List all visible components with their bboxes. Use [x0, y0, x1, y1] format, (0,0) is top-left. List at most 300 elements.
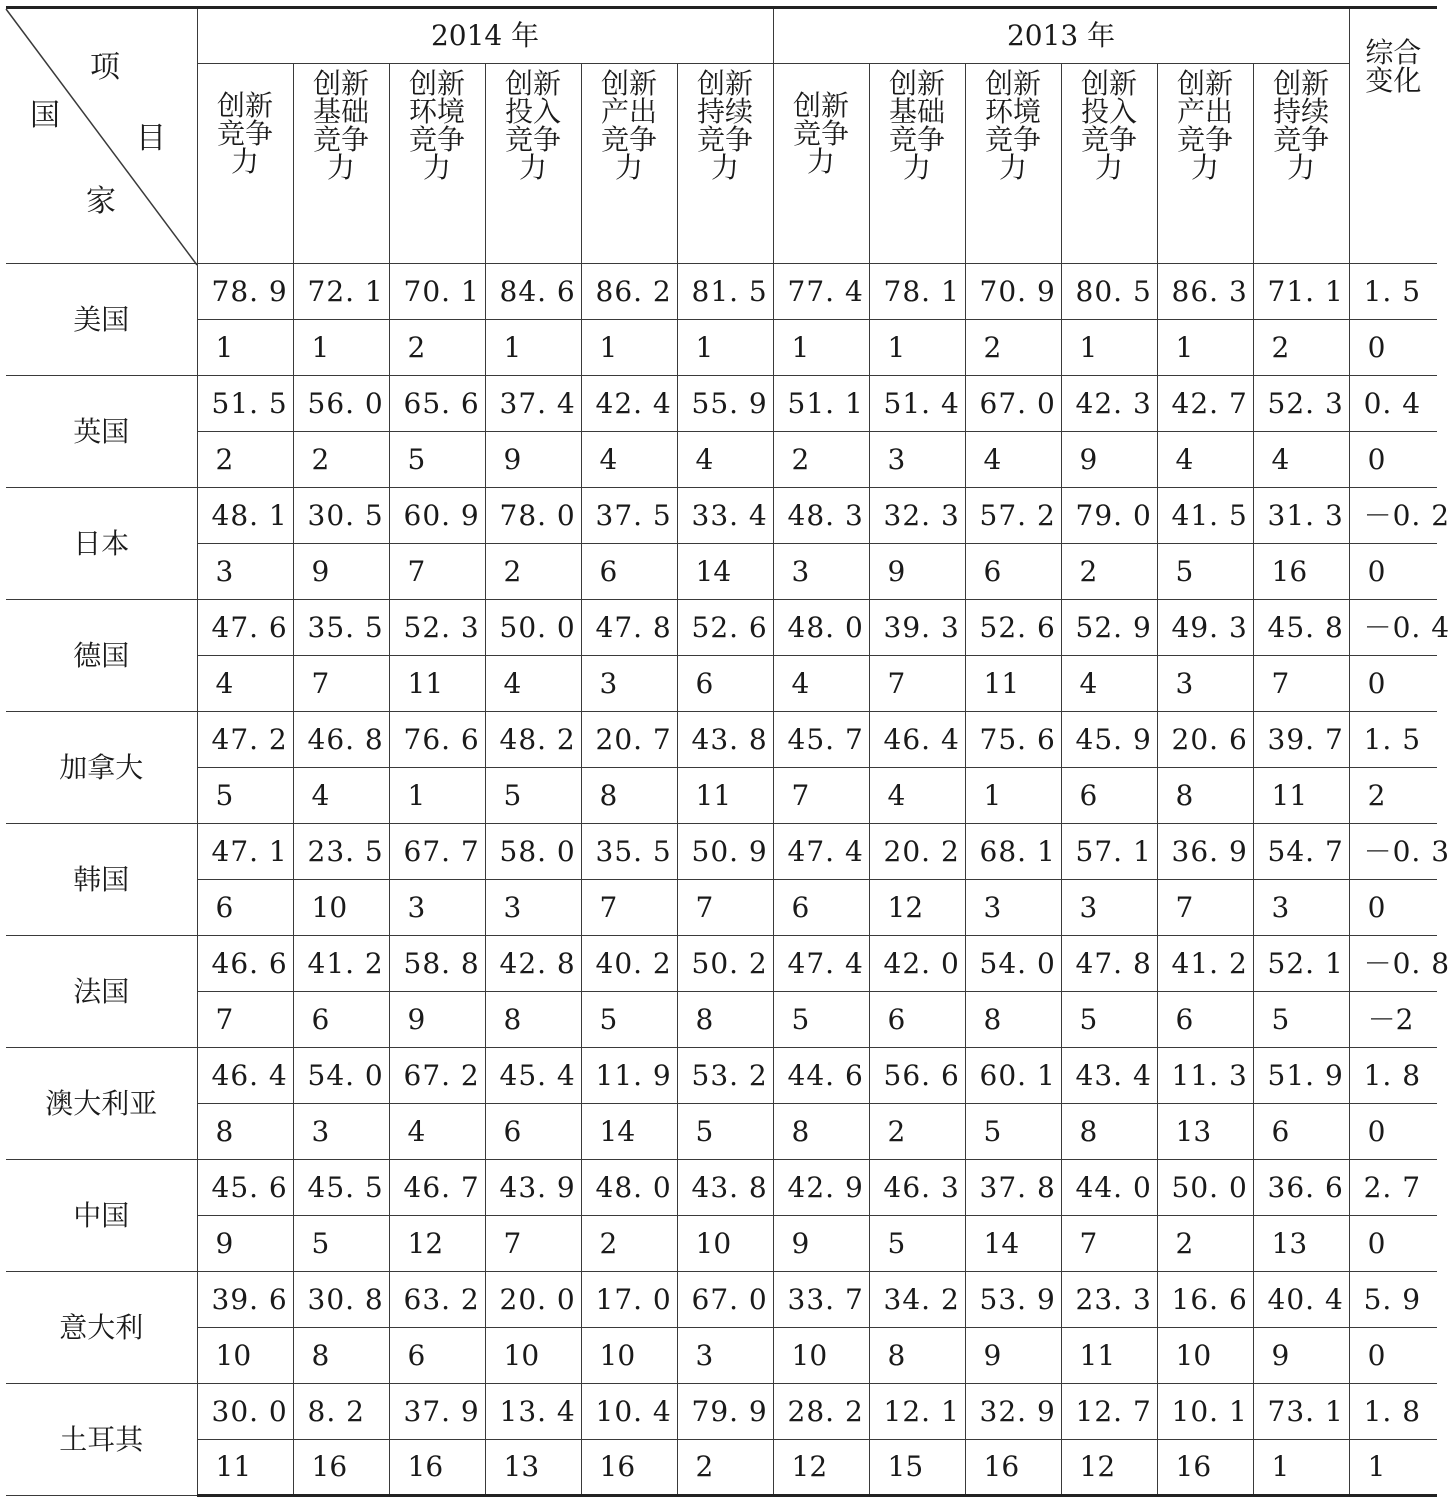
score-cell: 52. 1 [1253, 936, 1349, 992]
column-header-line: 环境 [408, 95, 465, 128]
corner-label-top: 项 [90, 50, 120, 85]
score-cell: 45. 5 [293, 1160, 389, 1216]
rank-cell: 1 [581, 320, 677, 376]
column-header-line: 基础 [889, 95, 946, 128]
rank-cell: 12 [773, 1440, 869, 1496]
column-header-line: 创新 [408, 67, 465, 100]
score-cell: 5. 9 [1349, 1272, 1437, 1328]
score-cell: 75. 6 [965, 712, 1061, 768]
diagonal-line [6, 9, 197, 265]
rank-cell: 7 [677, 880, 773, 936]
score-cell: 78. 9 [197, 264, 293, 320]
rank-cell: 6 [485, 1104, 581, 1160]
score-cell: 47. 4 [773, 824, 869, 880]
rank-cell: 3 [677, 1328, 773, 1384]
score-cell: 44. 0 [1061, 1160, 1157, 1216]
score-cell: 45. 8 [1253, 600, 1349, 656]
score-cell: 73. 1 [1253, 1384, 1349, 1440]
rank-cell: 6 [389, 1328, 485, 1384]
score-cell: 50. 2 [677, 936, 773, 992]
rank-cell: 3 [485, 880, 581, 936]
column-header-line: 力 [807, 145, 836, 178]
rank-cell: 8 [293, 1328, 389, 1384]
rank-cell: 6 [677, 656, 773, 712]
score-cell: 78. 0 [485, 488, 581, 544]
score-cell: 1. 5 [1349, 264, 1437, 320]
rank-cell: 14 [677, 544, 773, 600]
score-cell: 86. 3 [1157, 264, 1253, 320]
rank-cell: 1 [677, 320, 773, 376]
corner-label-left: 国 [30, 98, 60, 133]
score-cell: 67. 0 [965, 376, 1061, 432]
rank-cell: 6 [1253, 1104, 1349, 1160]
value-row [6, 824, 1437, 880]
score-cell: －0. 4 [1349, 600, 1437, 656]
value-row [6, 1272, 1437, 1328]
score-cell: 86. 2 [581, 264, 677, 320]
score-cell: 46. 4 [197, 1048, 293, 1104]
score-cell: 42. 0 [869, 936, 965, 992]
rank-cell: 5 [293, 1216, 389, 1272]
rank-cell: 10 [677, 1216, 773, 1272]
rank-cell: 4 [1157, 432, 1253, 488]
score-cell: 67. 7 [389, 824, 485, 880]
rank-cell: 2 [869, 1104, 965, 1160]
score-cell: 65. 6 [389, 376, 485, 432]
rank-cell: 10 [197, 1328, 293, 1384]
rank-cell: 11 [389, 656, 485, 712]
change-header [1349, 8, 1437, 264]
change-header-line: 综合 [1365, 36, 1422, 69]
score-cell: 39. 3 [869, 600, 965, 656]
rank-cell: 0 [1349, 656, 1437, 712]
rank-cell: 5 [581, 992, 677, 1048]
column-header-line: 竞争 [408, 123, 465, 156]
column-header [197, 64, 293, 264]
rank-cell: 9 [389, 992, 485, 1048]
rank-cell: 5 [677, 1104, 773, 1160]
rank-cell: 13 [1253, 1216, 1349, 1272]
column-header-line: 创新 [312, 67, 369, 100]
rank-cell: 5 [197, 768, 293, 824]
rank-cell: 16 [389, 1440, 485, 1496]
rank-cell: 8 [197, 1104, 293, 1160]
rank-cell: 11 [1061, 1328, 1157, 1384]
score-cell: 1. 8 [1349, 1048, 1437, 1104]
country-name: 韩国 [6, 824, 197, 936]
rank-cell: 7 [389, 544, 485, 600]
column-header-line: 竞争 [1081, 123, 1138, 156]
score-cell: 37. 5 [581, 488, 677, 544]
score-cell: 51. 9 [1253, 1048, 1349, 1104]
innovation-competitiveness-table [6, 6, 1450, 1497]
column-header-line: 基础 [312, 95, 369, 128]
value-row [6, 712, 1437, 768]
column-header-line: 竞争 [504, 123, 561, 156]
column-header [869, 64, 965, 264]
score-cell: 20. 7 [581, 712, 677, 768]
score-cell: 54. 0 [965, 936, 1061, 992]
score-cell: 42. 8 [485, 936, 581, 992]
rank-cell: 6 [293, 992, 389, 1048]
score-cell: 47. 2 [197, 712, 293, 768]
rank-cell: 1 [773, 320, 869, 376]
score-cell: 48. 3 [773, 488, 869, 544]
column-header-line: 创新 [1273, 67, 1330, 100]
score-cell: 41. 2 [293, 936, 389, 992]
value-row [6, 1048, 1437, 1104]
column-header-line: 竞争 [312, 123, 369, 156]
score-cell: 46. 6 [197, 936, 293, 992]
column-header-line: 竞争 [600, 123, 657, 156]
rank-cell: 7 [869, 656, 965, 712]
corner-header-cell [6, 8, 197, 264]
rank-cell: 5 [389, 432, 485, 488]
score-cell: 50. 0 [1157, 1160, 1253, 1216]
score-cell: 41. 2 [1157, 936, 1253, 992]
rank-cell: 3 [965, 880, 1061, 936]
score-cell: 17. 0 [581, 1272, 677, 1328]
score-cell: －0. 3 [1349, 824, 1437, 880]
rank-cell: 5 [1061, 992, 1157, 1048]
score-cell: 50. 9 [677, 824, 773, 880]
country-name: 中国 [6, 1160, 197, 1272]
score-cell: 56. 0 [293, 376, 389, 432]
rank-cell: 8 [581, 768, 677, 824]
column-header-line: 力 [999, 151, 1028, 184]
score-cell: 52. 6 [965, 600, 1061, 656]
column-header-line: 竞争 [1177, 123, 1234, 156]
score-cell: 56. 6 [869, 1048, 965, 1104]
country-name: 法国 [6, 936, 197, 1048]
rank-cell: 3 [1061, 880, 1157, 936]
rank-cell: 3 [869, 432, 965, 488]
column-header-line: 力 [230, 145, 259, 178]
column-header-line: 投入 [504, 95, 561, 128]
score-cell: 30. 8 [293, 1272, 389, 1328]
rank-cell: 4 [1253, 432, 1349, 488]
rank-cell: －2 [1349, 992, 1437, 1048]
change-header-line: 变化 [1365, 64, 1422, 97]
score-cell: 67. 2 [389, 1048, 485, 1104]
score-cell: 58. 0 [485, 824, 581, 880]
score-cell: 11. 3 [1157, 1048, 1253, 1104]
column-header-line: 力 [1095, 151, 1124, 184]
score-cell: 45. 4 [485, 1048, 581, 1104]
score-cell: 48. 0 [773, 600, 869, 656]
column-header-line: 竞争 [985, 123, 1042, 156]
rank-cell: 10 [1157, 1328, 1253, 1384]
score-cell: －0. 8 [1349, 936, 1437, 992]
rank-cell: 7 [1061, 1216, 1157, 1272]
score-cell: 16. 6 [1157, 1272, 1253, 1328]
rank-row [6, 880, 1437, 936]
rank-cell: 8 [1061, 1104, 1157, 1160]
score-cell: 48. 1 [197, 488, 293, 544]
score-cell: 47. 4 [773, 936, 869, 992]
rank-cell: 16 [293, 1440, 389, 1496]
score-cell: 48. 2 [485, 712, 581, 768]
rank-cell: 6 [197, 880, 293, 936]
score-cell: 2. 7 [1349, 1160, 1437, 1216]
country-name: 德国 [6, 600, 197, 712]
score-cell: 20. 2 [869, 824, 965, 880]
rank-row [6, 992, 1437, 1048]
value-row [6, 488, 1437, 544]
column-header [293, 64, 389, 264]
value-row [6, 936, 1437, 992]
rank-cell: 9 [1061, 432, 1157, 488]
rank-cell: 9 [869, 544, 965, 600]
rank-cell: 0 [1349, 880, 1437, 936]
score-cell: 42. 9 [773, 1160, 869, 1216]
score-cell: 34. 2 [869, 1272, 965, 1328]
rank-cell: 3 [1253, 880, 1349, 936]
value-row [6, 600, 1437, 656]
column-header-line: 竞争 [1273, 123, 1330, 156]
rank-cell: 2 [1349, 768, 1437, 824]
score-cell: 84. 6 [485, 264, 581, 320]
score-cell: 12. 7 [1061, 1384, 1157, 1440]
score-cell: 51. 5 [197, 376, 293, 432]
score-cell: 53. 9 [965, 1272, 1061, 1328]
rank-cell: 2 [485, 544, 581, 600]
rank-cell: 7 [581, 880, 677, 936]
score-cell: 43. 4 [1061, 1048, 1157, 1104]
rank-cell: 15 [869, 1440, 965, 1496]
rank-cell: 8 [485, 992, 581, 1048]
column-header-line: 持续 [697, 95, 754, 128]
score-cell: 47. 8 [581, 600, 677, 656]
rank-cell: 5 [869, 1216, 965, 1272]
score-cell: 1. 8 [1349, 1384, 1437, 1440]
score-cell: 33. 4 [677, 488, 773, 544]
rank-cell: 10 [773, 1328, 869, 1384]
score-cell: 42. 3 [1061, 376, 1157, 432]
score-cell: 50. 0 [485, 600, 581, 656]
column-header-line: 竞争 [697, 123, 754, 156]
score-cell: 70. 9 [965, 264, 1061, 320]
corner-label-bottom: 家 [86, 184, 116, 219]
value-row [6, 1160, 1437, 1216]
rank-cell: 6 [869, 992, 965, 1048]
column-header [1157, 64, 1253, 264]
rank-cell: 12 [1061, 1440, 1157, 1496]
score-cell: 51. 4 [869, 376, 965, 432]
rank-cell: 3 [293, 1104, 389, 1160]
rank-cell: 0 [1349, 544, 1437, 600]
score-cell: 37. 8 [965, 1160, 1061, 1216]
score-cell: 68. 1 [965, 824, 1061, 880]
rank-cell: 13 [485, 1440, 581, 1496]
rank-cell: 0 [1349, 1216, 1437, 1272]
rank-cell: 7 [197, 992, 293, 1048]
rank-cell: 8 [773, 1104, 869, 1160]
rank-row [6, 656, 1437, 712]
rank-cell: 8 [869, 1328, 965, 1384]
rank-cell: 12 [869, 880, 965, 936]
value-row [6, 264, 1437, 320]
column-header-line: 力 [903, 151, 932, 184]
score-cell: 23. 5 [293, 824, 389, 880]
rank-cell: 9 [773, 1216, 869, 1272]
score-cell: 63. 2 [389, 1272, 485, 1328]
score-cell: 45. 7 [773, 712, 869, 768]
score-cell: 54. 0 [293, 1048, 389, 1104]
score-cell: 36. 6 [1253, 1160, 1349, 1216]
rank-cell: 4 [773, 656, 869, 712]
rank-cell: 1 [1349, 1440, 1437, 1496]
rank-cell: 14 [581, 1104, 677, 1160]
country-name: 日本 [6, 488, 197, 600]
score-cell: 78. 1 [869, 264, 965, 320]
rank-cell: 16 [581, 1440, 677, 1496]
rank-cell: 0 [1349, 1328, 1437, 1384]
score-cell: 39. 7 [1253, 712, 1349, 768]
rank-cell: 3 [197, 544, 293, 600]
score-cell: 67. 0 [677, 1272, 773, 1328]
rank-cell: 6 [773, 880, 869, 936]
score-cell: 46. 4 [869, 712, 965, 768]
score-cell: 40. 4 [1253, 1272, 1349, 1328]
score-cell: 46. 7 [389, 1160, 485, 1216]
rank-cell: 9 [485, 432, 581, 488]
rank-cell: 1 [1253, 1440, 1349, 1496]
rank-row [6, 320, 1437, 376]
rank-cell: 2 [293, 432, 389, 488]
rank-cell: 7 [1157, 880, 1253, 936]
rank-cell: 4 [485, 656, 581, 712]
country-name: 加拿大 [6, 712, 197, 824]
column-header-line: 竞争 [889, 123, 946, 156]
score-cell: 72. 1 [293, 264, 389, 320]
rank-cell: 16 [965, 1440, 1061, 1496]
rank-cell: 2 [1061, 544, 1157, 600]
rank-cell: 4 [197, 656, 293, 712]
column-header-row [6, 64, 1437, 264]
rank-cell: 2 [1157, 1216, 1253, 1272]
column-header-line: 投入 [1081, 95, 1138, 128]
score-cell: 35. 5 [581, 824, 677, 880]
score-cell: 28. 2 [773, 1384, 869, 1440]
column-header-line: 创新 [504, 67, 561, 100]
rank-cell: 2 [965, 320, 1061, 376]
score-cell: 8. 2 [293, 1384, 389, 1440]
rank-cell: 3 [773, 544, 869, 600]
score-cell: 57. 1 [1061, 824, 1157, 880]
rank-cell: 0 [1349, 432, 1437, 488]
column-header-line: 力 [1191, 151, 1220, 184]
rank-cell: 4 [389, 1104, 485, 1160]
rank-cell: 2 [677, 1440, 773, 1496]
rank-cell: 6 [965, 544, 1061, 600]
year-2013-header: 2013 年 [773, 8, 1349, 64]
score-cell: 79. 0 [1061, 488, 1157, 544]
column-header-line: 创新 [985, 67, 1042, 100]
score-cell: 60. 1 [965, 1048, 1061, 1104]
score-cell: 52. 6 [677, 600, 773, 656]
score-cell: 51. 1 [773, 376, 869, 432]
column-header [1061, 64, 1157, 264]
rank-cell: 4 [1061, 656, 1157, 712]
column-header-line: 创新 [889, 67, 946, 100]
rank-cell: 4 [293, 768, 389, 824]
score-cell: 46. 8 [293, 712, 389, 768]
column-header [965, 64, 1061, 264]
rank-cell: 13 [1157, 1104, 1253, 1160]
score-cell: 43. 8 [677, 712, 773, 768]
column-header-line: 力 [326, 151, 355, 184]
rank-cell: 10 [485, 1328, 581, 1384]
rank-row [6, 768, 1437, 824]
rank-row [6, 1104, 1437, 1160]
rank-cell: 1 [293, 320, 389, 376]
score-cell: 47. 6 [197, 600, 293, 656]
score-cell: 77. 4 [773, 264, 869, 320]
score-cell: 41. 5 [1157, 488, 1253, 544]
rank-cell: 10 [581, 1328, 677, 1384]
score-cell: 58. 8 [389, 936, 485, 992]
score-cell: 37. 4 [485, 376, 581, 432]
rank-cell: 2 [197, 432, 293, 488]
country-name: 美国 [6, 264, 197, 376]
rank-cell: 7 [773, 768, 869, 824]
rank-cell: 16 [1253, 544, 1349, 600]
rank-cell: 2 [773, 432, 869, 488]
score-cell: 30. 0 [197, 1384, 293, 1440]
score-cell: 81. 5 [677, 264, 773, 320]
score-cell: 79. 9 [677, 1384, 773, 1440]
rank-cell: 0 [1349, 1104, 1437, 1160]
score-cell: 42. 7 [1157, 376, 1253, 432]
rank-cell: 1 [1061, 320, 1157, 376]
score-cell: 32. 3 [869, 488, 965, 544]
score-cell: 40. 2 [581, 936, 677, 992]
rank-cell: 11 [965, 656, 1061, 712]
rank-cell: 2 [1253, 320, 1349, 376]
rank-cell: 3 [1157, 656, 1253, 712]
rank-cell: 8 [677, 992, 773, 1048]
rank-cell: 7 [293, 656, 389, 712]
rank-cell: 5 [1253, 992, 1349, 1048]
column-header [581, 64, 677, 264]
score-cell: 33. 7 [773, 1272, 869, 1328]
score-cell: 43. 8 [677, 1160, 773, 1216]
rank-cell: 14 [965, 1216, 1061, 1272]
rank-cell: 1 [485, 320, 581, 376]
column-header-line: 创新 [793, 89, 850, 122]
year-header-row [6, 8, 1437, 64]
rank-cell: 5 [773, 992, 869, 1048]
rank-cell: 1 [1157, 320, 1253, 376]
rank-cell: 1 [197, 320, 293, 376]
score-cell: 57. 2 [965, 488, 1061, 544]
rank-row [6, 1440, 1437, 1496]
score-cell: 11. 9 [581, 1048, 677, 1104]
rank-cell: 11 [197, 1440, 293, 1496]
score-cell: 31. 3 [1253, 488, 1349, 544]
score-cell: 47. 8 [1061, 936, 1157, 992]
column-header-line: 产出 [1177, 95, 1234, 128]
rank-cell: 9 [197, 1216, 293, 1272]
score-cell: 10. 1 [1157, 1384, 1253, 1440]
rank-cell: 4 [965, 432, 1061, 488]
column-header-line: 创新 [1081, 67, 1138, 100]
rank-cell: 10 [293, 880, 389, 936]
column-header-line: 竞争 [793, 117, 850, 150]
score-cell: 10. 4 [581, 1384, 677, 1440]
rank-cell: 8 [965, 992, 1061, 1048]
